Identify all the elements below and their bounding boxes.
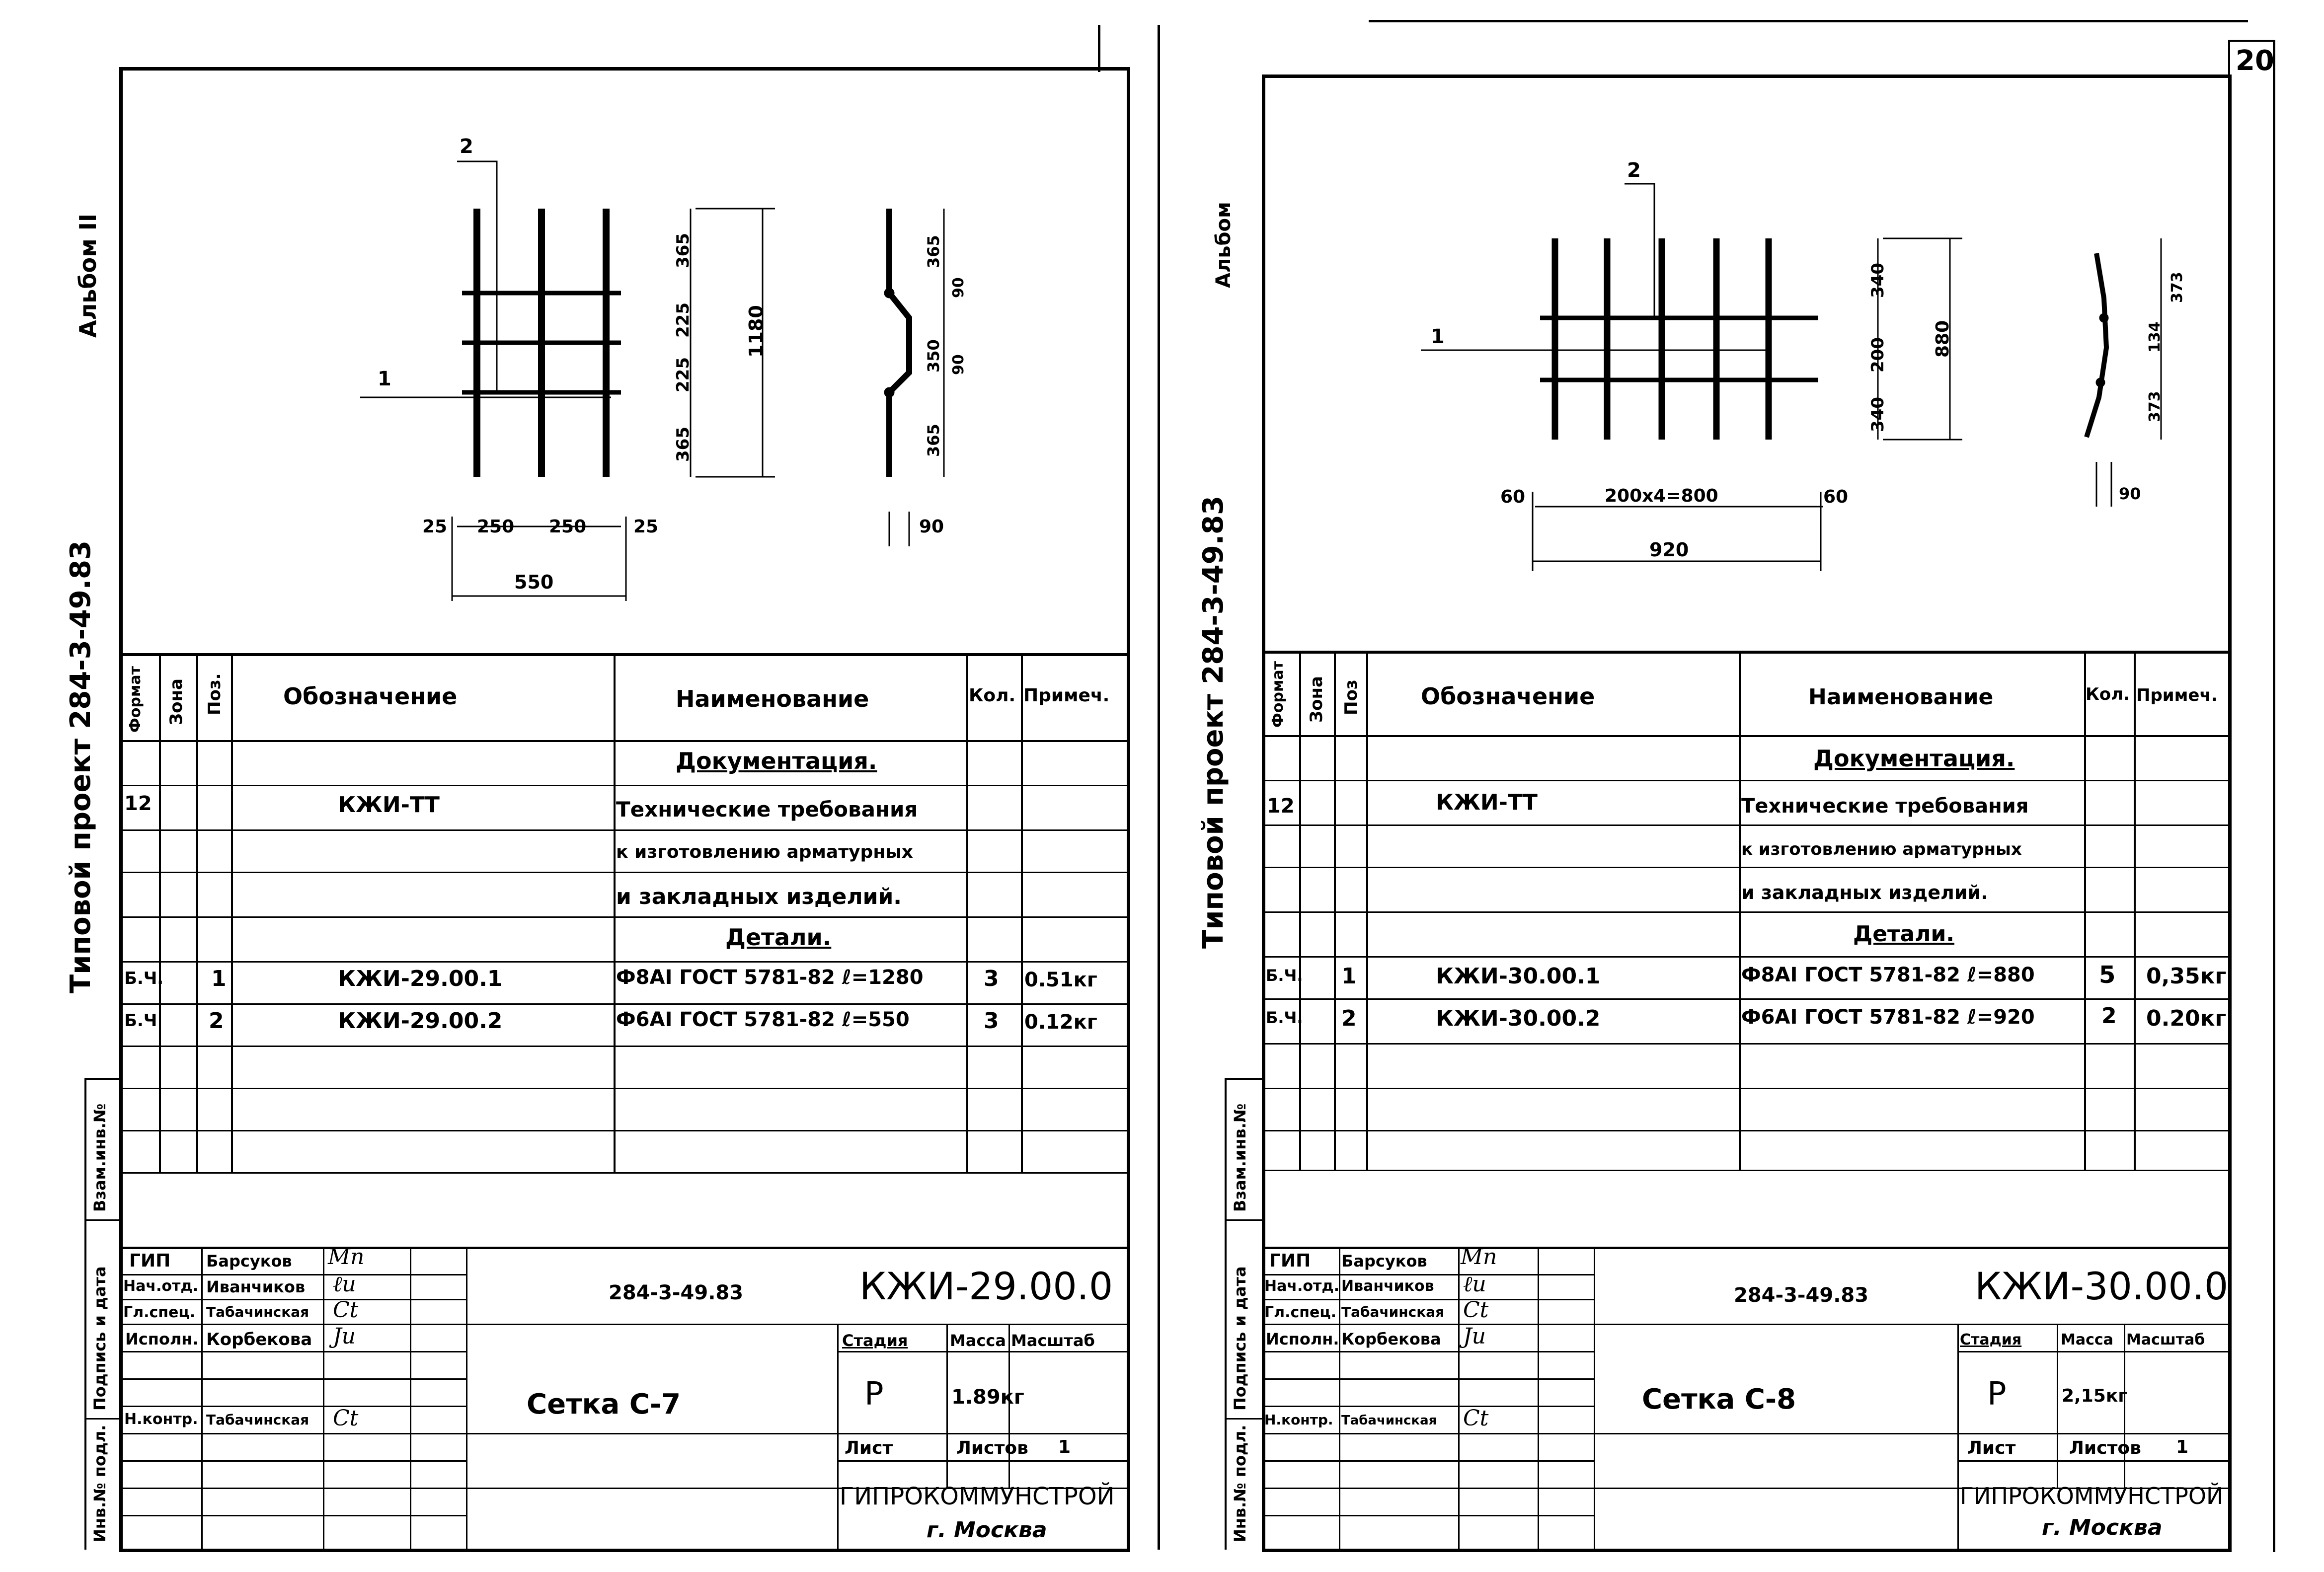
row-name: и закладных изделий. [1741,882,1988,903]
stamp-sign-date: Подпись и дата [1231,1266,1249,1411]
page-number: 20 [2236,45,2274,77]
signature: ℓu [333,1272,356,1297]
stamp-org: ГИПРОКОММУНСТРОЙ [840,1483,1115,1510]
dim-label: 350 [924,339,943,373]
signature: Mn [328,1244,365,1270]
header-qty: Кол. [2086,684,2130,704]
dim-label: 200 [1868,337,1888,373]
row-qty: 2 [2101,1003,2117,1029]
stamp-role: Нач.отд. [1264,1277,1339,1295]
stamp-person: Иванчиков [1341,1277,1434,1295]
stamp-city: г. Москва [2042,1515,2163,1540]
dim-label: 90 [919,517,944,537]
row-format: Б.Ч. [1266,1008,1303,1027]
dim-label: 60 [1500,487,1526,507]
row-note: 0.20кг [2146,1006,2227,1031]
stamp-sheet-label: Лист [845,1438,893,1458]
dim-label: 90 [2119,484,2141,503]
stamp-mass-label: Масса [2061,1331,2113,1348]
dim-label: 90 [950,277,967,298]
dim-label: 340 [1868,397,1888,432]
signature: Ct [333,1297,359,1323]
dim-label: 1 [1431,325,1445,348]
dim-label: 920 [1649,539,1689,561]
stamp-scale-label: Масштаб [1011,1331,1095,1350]
header-pos: Поз [1341,679,1361,715]
dim-label: 200х4=800 [1605,486,1718,506]
header-name: Наименование [1808,684,1994,710]
signature: Ju [1463,1324,1486,1349]
dim-label: 373 [2169,272,2186,303]
stamp-project: 284-3-49.83 [609,1281,744,1304]
stamp-person: Корбекова [206,1330,312,1349]
header-designation: Обозначение [1421,683,1595,710]
row-name: и закладных изделий. [616,884,902,909]
row-format: 12 [124,792,152,815]
stamp-person: Табачинская [1341,1304,1445,1320]
stamp-person: Барсуков [1341,1252,1427,1271]
row-pos: 1 [211,966,227,991]
stamp-stage-label: Стадия [1960,1331,2022,1348]
row-name: Ф8АI ГОСТ 5781-82 ℓ=1280 [616,966,924,989]
header-pos: Поз. [205,673,225,715]
dim-label: 550 [514,571,554,593]
dim-label: 365 [924,235,943,268]
stamp-city: г. Москва [927,1517,1047,1543]
row-qty: 5 [2099,961,2116,989]
dim-label: 225 [673,357,693,392]
stamp-inv-dubl: Взам.инв.№ [1231,1103,1249,1212]
row-designation: КЖИ-29.00.1 [338,966,503,991]
stamp-sheets: 1 [2176,1437,2189,1457]
row-qty: 3 [984,1008,999,1034]
row-name: Детали. [1853,921,1954,947]
side-album-label: Альбом [1212,202,1235,288]
stamp-person: Барсуков [206,1252,292,1271]
row-name: к изготовлению арматурных [616,842,913,862]
stamp-person: Корбекова [1341,1330,1441,1348]
dim-label: 340 [1868,263,1888,298]
stamp-code: КЖИ-29.00.0 [859,1264,1113,1308]
row-designation: КЖИ-29.00.2 [338,1008,503,1034]
row-format: Б.Ч [124,1011,157,1031]
stamp-person: Иванчиков [206,1277,306,1296]
mesh-c8-profile [2087,238,2161,507]
dim-label: 25 [633,517,659,537]
dim-label: 250 [477,517,515,537]
dim-label: 225 [673,302,693,338]
dim-label: 880 [1933,320,1953,358]
dim-label: 365 [924,424,943,457]
dim-label: 25 [422,517,448,537]
dim-label: 1 [378,368,391,390]
stamp-sheet-label: Лист [1967,1438,2016,1458]
stamp-org: ГИПРОКОММУНСТРОЙ [1960,1483,2224,1509]
stamp-sheets-label: Листов [2069,1438,2141,1458]
stamp-person: Табачинская [1341,1413,1437,1428]
stamp-person: Табачинская [206,1304,310,1320]
row-format: 12 [1267,795,1295,818]
row-note: 0.12кг [1024,1011,1097,1034]
stamp-sheets-label: Листов [956,1438,1028,1458]
stamp-stage-label: Стадия [842,1331,908,1350]
signature: Ju [333,1324,356,1349]
stamp-title: Сетка С-8 [1642,1383,1796,1416]
stamp-role: Исполн. [1266,1330,1339,1348]
stamp-role: ГИП [129,1251,171,1271]
row-format: Б.Ч. [1266,966,1303,985]
side-album-label: Альбом II [75,214,101,338]
mesh-c8-plan [1421,184,1962,571]
header-format: Формат [127,666,144,733]
row-designation: КЖИ-ТТ [338,792,440,818]
stamp-person: Табачинская [206,1412,310,1428]
stamp-inv-orig: Инв.№ подл. [90,1424,109,1542]
header-format: Формат [1269,661,1287,728]
stamp-mass: 1.89кг [951,1386,1024,1409]
row-note: 0.51кг [1024,969,1097,991]
stamp-role: Исполн. [125,1330,199,1348]
row-pos: 1 [1341,964,1357,989]
row-name: Ф8АI ГОСТ 5781-82 ℓ=880 [1741,964,2035,986]
dim-label: 90 [950,354,967,375]
stamp-sign-date: Подпись и дата [90,1266,109,1411]
stamp-mass-label: Масса [950,1331,1006,1350]
side-project-label: Типовой проект 284-3-49.83 [1197,496,1230,949]
stamp-role: Н.контр. [1264,1412,1333,1428]
stamp-title: Сетка С-7 [527,1388,681,1421]
header-note: Примеч. [2136,685,2218,705]
row-name: Документация. [676,748,877,774]
side-project-label: Типовой проект 284-3-49.83 [65,540,97,993]
stamp-inv-orig: Инв.№ подл. [1231,1424,1249,1542]
stamp-mass: 2,15кг [2062,1386,2128,1406]
header-designation: Обозначение [283,683,458,710]
dim-label: 250 [549,517,587,537]
stamp-role: Гл.спец. [123,1304,195,1321]
header-name: Наименование [676,685,869,712]
row-name: Технические требования [616,797,918,822]
dim-label: 365 [673,233,693,268]
row-pos: 2 [209,1008,224,1034]
row-pos: 2 [1341,1006,1357,1031]
dim-label: 373 [2146,391,2164,422]
dim-label: 2 [1627,159,1641,182]
row-qty: 3 [984,966,999,991]
row-name: Технические требования [1741,795,2029,818]
dim-label: 365 [673,427,693,462]
row-name: Ф6АI ГОСТ 5781-82 ℓ=550 [616,1008,910,1031]
dim-label: 134 [2146,321,2164,353]
dim-label: 2 [460,135,473,158]
header-qty: Кол. [969,685,1016,706]
stamp-role: ГИП [1269,1251,1311,1271]
stamp-sheets: 1 [1058,1437,1071,1457]
row-note: 0,35кг [2146,964,2227,989]
signature: Ct [1463,1297,1489,1323]
stamp-project: 284-3-49.83 [1734,1284,1869,1307]
row-name: к изготовлению арматурных [1741,839,2022,859]
signature: Mn [1461,1244,1497,1270]
row-name: Ф6АI ГОСТ 5781-82 ℓ=920 [1741,1006,2035,1029]
stamp-role: Нач.отд. [123,1277,198,1295]
stamp-code: КЖИ-30.00.0 [1975,1264,2229,1308]
stamp-stage: Р [864,1376,884,1413]
row-format: Б.Ч. [124,969,164,988]
signature: Ct [1463,1406,1489,1431]
row-designation: КЖИ-ТТ [1436,790,1538,815]
stamp-stage: Р [1987,1376,2007,1413]
stamp-inv-dubl: Взам.инв.№ [90,1103,109,1212]
row-name: Детали. [725,924,832,951]
row-name: Документация. [1813,745,2015,772]
row-designation: КЖИ-30.00.2 [1436,1006,1601,1031]
stamp-role: Н.контр. [124,1411,198,1428]
header-zone: Зона [1307,676,1326,723]
signature: Ct [333,1406,359,1431]
row-designation: КЖИ-30.00.1 [1436,964,1601,989]
header-zone: Зона [166,678,186,725]
stamp-scale-label: Масштаб [2126,1331,2205,1348]
dim-label: 60 [1823,487,1849,507]
signature: ℓu [1463,1272,1486,1297]
stamp-role: Гл.спец. [1264,1304,1336,1321]
dim-label: 1180 [745,305,767,358]
header-note: Примеч. [1023,685,1110,706]
